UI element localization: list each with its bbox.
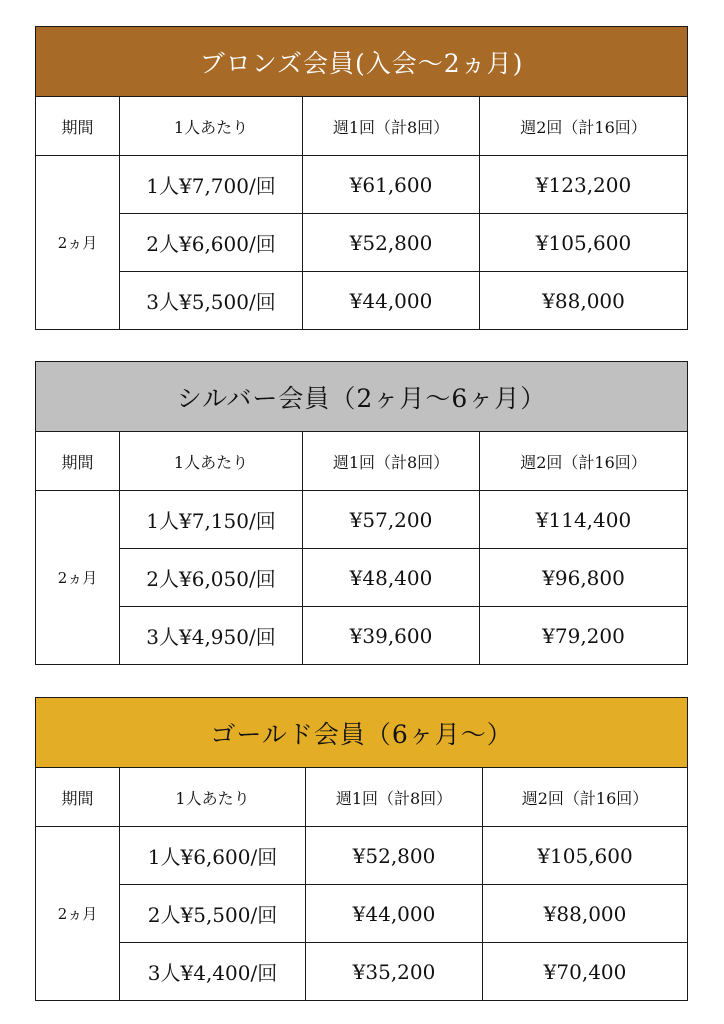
table-row bbox=[36, 491, 688, 549]
weekly1-header: 週1回（計8回） bbox=[306, 768, 483, 827]
per-person-price: 3人¥5,500/回 bbox=[120, 272, 303, 330]
per-person-price: 1人¥7,150/回 bbox=[120, 491, 303, 549]
per-person-price: 2人¥6,050/回 bbox=[120, 549, 303, 607]
table-row bbox=[36, 549, 688, 607]
per-person-price: 3人¥4,400/回 bbox=[120, 943, 306, 1001]
table-row bbox=[36, 156, 688, 214]
per-person-header: 1人あたり bbox=[120, 97, 303, 156]
weekly2-header: 週2回（計16回） bbox=[483, 768, 688, 827]
silver-plan-table bbox=[35, 361, 688, 665]
period-header: 期間 bbox=[36, 768, 120, 827]
per-person-price: 1人¥6,600/回 bbox=[120, 827, 306, 885]
weekly2-header: 週2回（計16回） bbox=[480, 432, 688, 491]
table-row bbox=[36, 943, 688, 1001]
weekly2-price: ¥88,000 bbox=[483, 885, 688, 943]
weekly1-price: ¥57,200 bbox=[303, 491, 480, 549]
weekly1-price: ¥52,800 bbox=[303, 214, 480, 272]
per-person-price: 2人¥5,500/回 bbox=[120, 885, 306, 943]
weekly1-price: ¥61,600 bbox=[303, 156, 480, 214]
per-person-price: 1人¥7,700/回 bbox=[120, 156, 303, 214]
table-row bbox=[36, 827, 688, 885]
period-cell: 2ヵ月 bbox=[36, 827, 120, 1001]
weekly1-header: 週1回（計8回） bbox=[303, 97, 480, 156]
gold-plan-table bbox=[35, 697, 688, 1001]
table-row bbox=[36, 885, 688, 943]
bronze-plan-title: ブロンズ会員(入会〜2ヵ月) bbox=[36, 27, 688, 97]
weekly2-price: ¥79,200 bbox=[480, 607, 688, 665]
period-cell: 2ヵ月 bbox=[36, 156, 120, 330]
weekly1-price: ¥35,200 bbox=[306, 943, 483, 1001]
table-row bbox=[36, 214, 688, 272]
weekly1-price: ¥39,600 bbox=[303, 607, 480, 665]
table-row bbox=[36, 272, 688, 330]
weekly1-price: ¥44,000 bbox=[306, 885, 483, 943]
per-person-header: 1人あたり bbox=[120, 768, 306, 827]
silver-plan-title: シルバー会員（2ヶ月〜6ヶ月） bbox=[36, 362, 688, 432]
period-cell: 2ヵ月 bbox=[36, 491, 120, 665]
weekly2-price: ¥123,200 bbox=[480, 156, 688, 214]
weekly1-price: ¥52,800 bbox=[306, 827, 483, 885]
weekly2-price: ¥96,800 bbox=[480, 549, 688, 607]
per-person-price: 3人¥4,950/回 bbox=[120, 607, 303, 665]
per-person-header: 1人あたり bbox=[120, 432, 303, 491]
period-header: 期間 bbox=[36, 97, 120, 156]
weekly1-price: ¥48,400 bbox=[303, 549, 480, 607]
weekly2-price: ¥105,600 bbox=[480, 214, 688, 272]
weekly2-price: ¥88,000 bbox=[480, 272, 688, 330]
weekly2-price: ¥70,400 bbox=[483, 943, 688, 1001]
weekly2-price: ¥114,400 bbox=[480, 491, 688, 549]
weekly1-header: 週1回（計8回） bbox=[303, 432, 480, 491]
period-header: 期間 bbox=[36, 432, 120, 491]
per-person-price: 2人¥6,600/回 bbox=[120, 214, 303, 272]
weekly2-header: 週2回（計16回） bbox=[480, 97, 688, 156]
table-row bbox=[36, 607, 688, 665]
gold-plan-title: ゴールド会員（6ヶ月〜） bbox=[36, 698, 688, 768]
weekly2-price: ¥105,600 bbox=[483, 827, 688, 885]
bronze-plan-table bbox=[35, 26, 688, 330]
weekly1-price: ¥44,000 bbox=[303, 272, 480, 330]
